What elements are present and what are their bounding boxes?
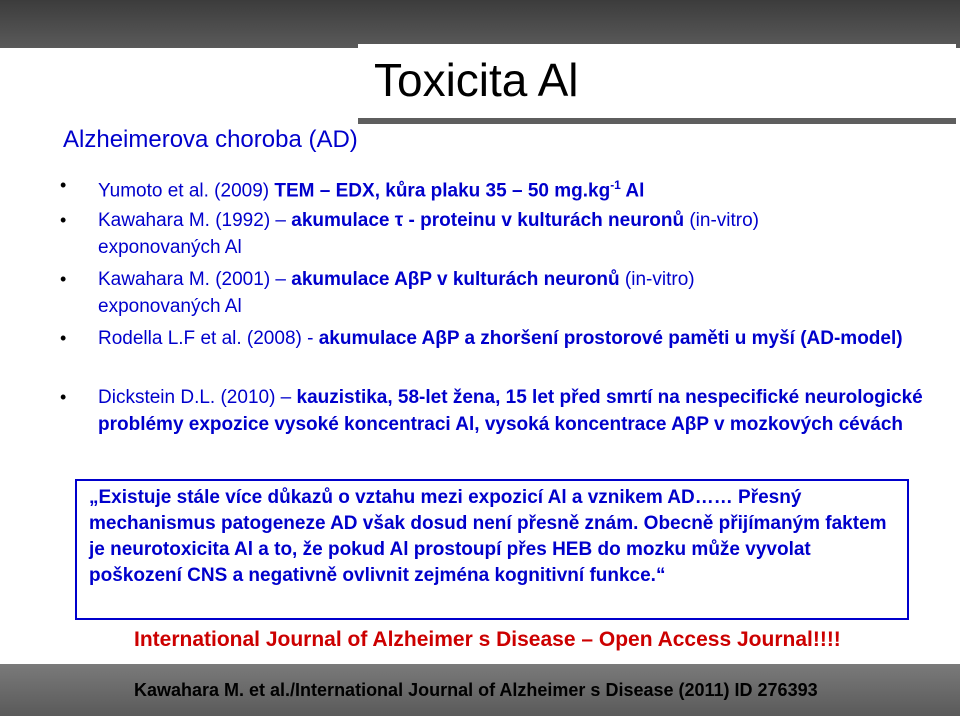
bullet-dash: – [275, 387, 297, 408]
bullet-tail: Al [620, 180, 645, 202]
bullet-tail: (in-vitro) [684, 210, 759, 231]
footer-citation: Kawahara M. et al./International Journal of Alzheimer s Disease (2011) ID 276393 [134, 680, 818, 700]
bullet-dot-icon: • [60, 387, 67, 407]
bottom-bar [0, 664, 960, 716]
bullet-dash: – [270, 269, 292, 290]
journal-line: International Journal of Alzheimer s Disease – Open Access Journal!!!! [134, 628, 841, 651]
bullet-dot-icon: • [60, 328, 67, 348]
bullet-authors: Yumoto et al. (2009) [98, 180, 270, 202]
bullet-item [60, 384, 928, 438]
bullet-authors: Dickstein D.L. (2010) [98, 387, 276, 408]
bullet-sup: -1 [610, 178, 621, 192]
bullet-tail: (in-vitro) [619, 269, 695, 290]
bullet-content: kauzistika, 58-let žena, 15 let před smrtí na nespecifické neurologické problémy expozice vysoké koncentraci Al, vysoká koncentrace AβP v mozkových cévách [98, 387, 923, 435]
title-box [358, 44, 956, 124]
bullet-content: akumulace τ - proteinu v kulturách neuronů [291, 210, 685, 231]
bullet-dash: - [301, 328, 319, 349]
bullet-content: TEM – EDX, kůra plaku 35 – 50 mg.kg [274, 180, 611, 202]
bullet-item [60, 172, 928, 204]
bullet-authors: Kawahara M. (2001) [98, 269, 271, 290]
bullet-item [60, 325, 928, 352]
bullet-dot-icon: • [60, 210, 67, 230]
top-bar [0, 0, 960, 48]
bullet-dash: – [270, 210, 292, 231]
bullet-content: akumulace AβP v kulturách neuronů [291, 269, 620, 290]
bullet-authors: Kawahara M. (1992) [98, 210, 271, 231]
bullet-dot-icon: • [60, 269, 67, 289]
bullet-item [60, 266, 928, 320]
bullet-authors: Rodella L.F et al. (2008) [98, 328, 302, 349]
bullet-content: akumulace AβP a zhoršení prostorové paměti u myší (AD-model) [318, 328, 903, 349]
bullet-tail2: exponovaných Al [98, 237, 242, 258]
bullet-item [60, 207, 928, 261]
slide-title: Toxicita Al [374, 54, 579, 106]
quote-box [75, 479, 909, 620]
section-heading: Alzheimerova choroba (AD) [63, 126, 358, 153]
bullet-dot-icon: • [60, 175, 67, 195]
bullet-tail2: exponovaných Al [98, 296, 242, 317]
quote-text: „Existuje stále více důkazů o vztahu mezi expozicí Al a vznikem AD…… Přesný mechanismus patogeneze AD však dosud není přesně znám. Obecně přijímaným faktem je neurotoxicita Al a to, že pokud Al prostoupí přes HEB do mozku může vyvolat poškození CNS a negativně ovlivnit zejména kognitivní funkce.“ [89, 487, 887, 586]
